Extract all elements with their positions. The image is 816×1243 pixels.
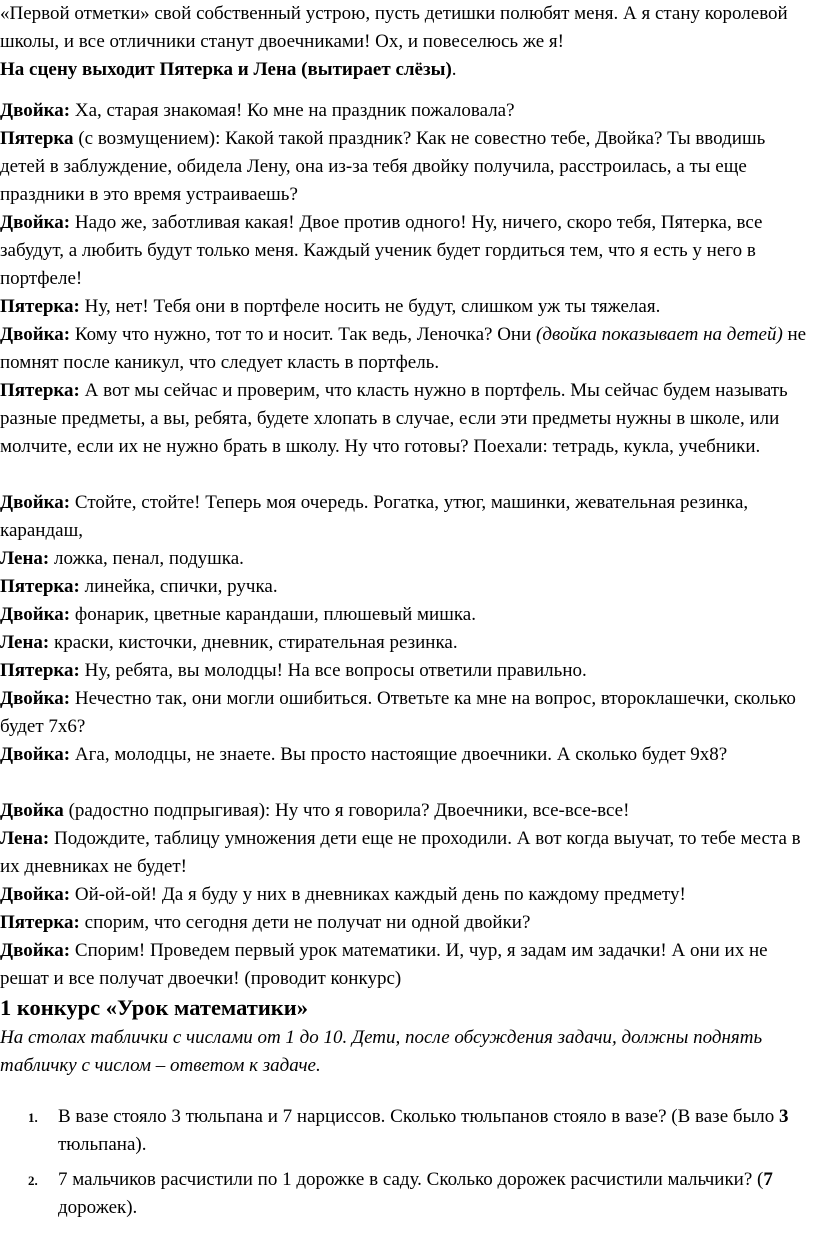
list-number: 2. — [28, 1173, 38, 1188]
line-text: спорим, что сегодня дети не получат ни одной двойки? — [79, 912, 531, 933]
speaker: Двойка: — [0, 212, 71, 233]
dialogue-line — [0, 629, 812, 657]
line-text: (с возмущением): Какой такой праздник? Как не совестно тебе, Двойка? Ты вводишь детей в заблуждение, обидела Лену, она из-за тебя двойку получила, расстроилась, а ты еще праздники в это время устраиваешь? — [0, 128, 766, 205]
task-answer: 7 — [763, 1169, 773, 1190]
stage-note: (двойка показывает на детей) — [536, 324, 783, 345]
dialogue-line — [0, 293, 812, 321]
speaker: Двойка: — [0, 884, 71, 905]
line-text: А вот мы сейчас и проверим, что класть нужно в портфель. Мы сейчас будем называть разные предметы, а вы, ребята, будете хлопать в случае, если эти предметы нужны в школе, или молчите, если их не нужно брать в школу. Ну что готовы? Поехали: тетрадь, кукла, учебники. — [0, 380, 788, 457]
line-text: Ага, молодцы, не знаете. Вы просто настоящие двоечники. А сколько будет 9х8? — [70, 744, 728, 765]
line-text: Ой-ой-ой! Да я буду у них в дневниках каждый день по каждому предмету! — [70, 884, 686, 905]
speaker: Пятерка: — [0, 912, 80, 933]
dialogue-line — [0, 601, 812, 629]
task-text-after: тюльпана). — [58, 1134, 147, 1155]
line-text: Ну, ребята, вы молодцы! На все вопросы ответили правильно. — [79, 660, 587, 681]
dialogue-line — [0, 685, 812, 741]
speaker: Лена: — [0, 828, 50, 849]
dialogue-line — [0, 489, 812, 545]
speaker: Лена: — [0, 548, 50, 569]
speaker: Двойка: — [0, 604, 71, 625]
contest-note: На столах таблички с числами от 1 до 10. Дети, после обсуждения задачи, должны поднять табличку с числом – ответом к задаче. — [0, 1027, 763, 1076]
list-number: 1. — [28, 1110, 38, 1125]
list-item — [0, 1166, 812, 1222]
line-text: краски, кисточки, дневник, стирательная резинка. — [49, 632, 458, 653]
line-text: Надо же, заботливая какая! Двое против одного! Ну, ничего, скоро тебя, Пятерка, все забудут, а любить будут только меня. Каждый ученик будет гордиться тем, что я есть у него в портфеле! — [0, 212, 763, 289]
task-text: 7 мальчиков расчистили по 1 дорожке в саду. Сколько дорожек расчистили мальчики? ( — [58, 1169, 764, 1190]
contest-title: 1 конкурс «Урок математики» — [0, 995, 308, 1020]
speaker: Пятерка: — [0, 660, 80, 681]
speaker: Двойка: — [0, 492, 71, 513]
line-text: Нечестно так, они могли ошибиться. Ответьте ка мне на вопрос, второклашечки, сколько будет 7х6? — [0, 688, 796, 737]
dialogue-line — [0, 825, 812, 881]
dialogue-line — [0, 545, 812, 573]
line-text: Ха, старая знакомая! Ко мне на праздник пожаловала? — [70, 100, 515, 121]
intro-line: «Первой отметки» свой собственный устрою, пусть детишки полюбят меня. А я стану королевой школы, и все отличники станут двоечниками! Ох, и повеселюсь же я! — [0, 3, 788, 52]
speaker: Пятерка — [0, 128, 74, 149]
dialogue-line — [0, 909, 812, 937]
dialogue-line — [0, 937, 812, 993]
dialogue-line — [0, 797, 812, 825]
dialogue-line — [0, 741, 812, 769]
dialogue-line — [0, 97, 812, 125]
dialogue-line — [0, 125, 812, 209]
task-text: В вазе стояло 3 тюльпана и 7 нарциссов. Сколько тюльпанов стояло в вазе? (В вазе было — [58, 1106, 780, 1127]
intro-paragraph: «Первой отметки» свой собственный устрою, пусть детишки полюбят меня. А я стану королевой школы, и все отличники станут двоечниками! Ох, и повеселюсь же я! На сцену выходит Пятерка и Лена (вытирает слёзы). — [0, 3, 788, 80]
speaker: Двойка: — [0, 940, 71, 961]
dialogue-line — [0, 881, 812, 909]
speaker: Пятерка: — [0, 576, 80, 597]
stage-direction: На сцену выходит Пятерка и Лена (вытирает слёзы) — [0, 59, 452, 80]
speaker: Двойка — [0, 800, 64, 821]
line-text: Спорим! Проведем первый урок математики. И, чур, я задам им задачки! А они их не решат и все получат двоечки! (проводит конкурс) — [0, 940, 768, 989]
dialogue-line — [0, 657, 812, 685]
line-text: Кому что нужно, тот то и носит. Так ведь, Леночка? Они — [70, 324, 537, 345]
line-text: Стойте, стойте! Теперь моя очередь. Рогатка, утюг, машинки, жевательная резинка, карандаш, — [0, 492, 749, 541]
line-text: фонарик, цветные карандаши, плюшевый мишка. — [70, 604, 476, 625]
speaker: Двойка: — [0, 324, 71, 345]
line-text: Ну, нет! Тебя они в портфеле носить не будут, слишком уж ты тяжелая. — [79, 296, 661, 317]
dialogue-line — [0, 573, 812, 601]
speaker: Пятерка: — [0, 296, 80, 317]
line-text: линейка, спички, ручка. — [79, 576, 278, 597]
line-text: (радостно подпрыгивая): Ну что я говорила? Двоечники, все-все-все! — [63, 800, 630, 821]
speaker: Пятерка: — [0, 380, 80, 401]
dialogue-line — [0, 321, 812, 377]
line-text: ложка, пенал, подушка. — [49, 548, 244, 569]
task-text-after: дорожек). — [58, 1197, 138, 1218]
line-text: Подождите, таблицу умножения дети еще не проходили. А вот когда выучат, то тебе места в их дневниках не будет! — [0, 828, 801, 877]
dialogue-line — [0, 209, 812, 293]
speaker: Двойка: — [0, 100, 71, 121]
speaker: Двойка: — [0, 688, 71, 709]
task-answer: 3 — [779, 1106, 789, 1127]
speaker: Двойка: — [0, 744, 71, 765]
dialogue-line — [0, 377, 812, 461]
speaker: Лена: — [0, 632, 50, 653]
line-text-after: не помнят после каникул, что следует класть в портфель. — [0, 324, 807, 373]
list-item — [0, 1103, 812, 1159]
task-list — [0, 1103, 812, 1222]
